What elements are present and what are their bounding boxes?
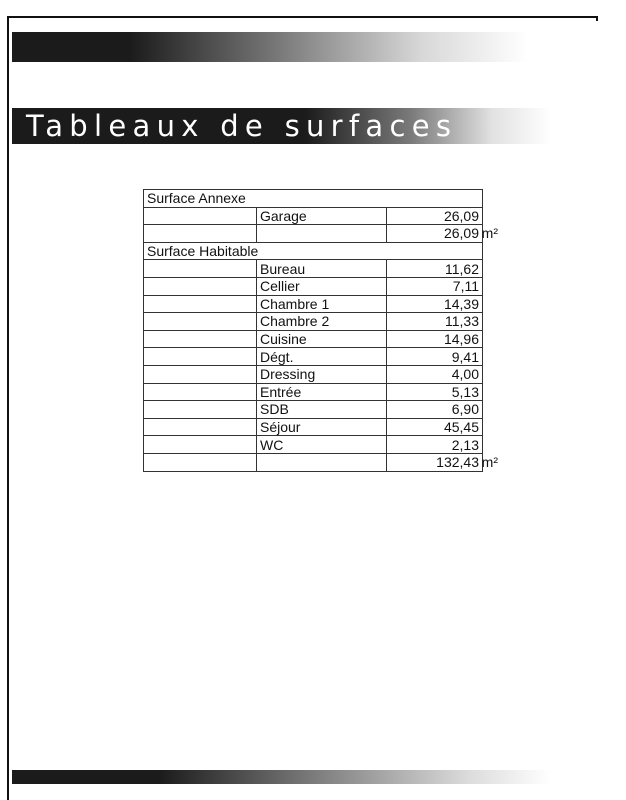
section-header-row (144, 190, 483, 208)
table-row (144, 401, 483, 419)
room-name: Bureau (257, 260, 387, 278)
table-row (144, 277, 483, 295)
room-area: 5,13 (387, 383, 483, 401)
table-row (144, 260, 483, 278)
table-row (144, 295, 483, 313)
unit-label: m² (481, 225, 498, 242)
room-area: 14,96 (387, 330, 483, 348)
room-name: Entrée (257, 383, 387, 401)
table-row (144, 436, 483, 454)
room-name: Séjour (257, 418, 387, 436)
table-row (144, 313, 483, 331)
table-row (144, 365, 483, 383)
room-name: Cuisine (257, 330, 387, 348)
page-frame-left (7, 16, 9, 800)
page-frame-top (7, 16, 598, 18)
room-area: 45,45 (387, 418, 483, 436)
footer-gradient-band (12, 770, 598, 784)
room-name: Chambre 1 (257, 295, 387, 313)
room-name: Dressing (257, 365, 387, 383)
room-name: Cellier (257, 277, 387, 295)
table-row (144, 383, 483, 401)
surfaces-table (143, 189, 498, 472)
header-gradient-band (12, 32, 598, 62)
section-title: Surface Habitable (144, 242, 483, 260)
page-title: Tableaux de surfaces (26, 109, 458, 143)
section-header-row (144, 242, 483, 260)
table-row (144, 348, 483, 366)
total-value: 26,09 (443, 225, 479, 242)
room-area: 7,11 (387, 277, 483, 295)
room-area: 4,00 (387, 365, 483, 383)
room-name: SDB (257, 401, 387, 419)
section-title: Surface Annexe (144, 190, 483, 208)
room-name: WC (257, 436, 387, 454)
total-value: 132,43 (436, 454, 479, 471)
room-name: Dégt. (257, 348, 387, 366)
section-total (387, 453, 498, 471)
room-area: 2,13 (387, 436, 483, 454)
room-area: 11,33 (387, 313, 483, 331)
section-total (387, 225, 498, 243)
page-frame-right (596, 16, 598, 21)
room-name: Garage (257, 207, 387, 225)
room-area: 6,90 (387, 401, 483, 419)
table-row (144, 418, 483, 436)
total-row (144, 225, 483, 243)
table-row (144, 330, 483, 348)
room-area: 11,62 (387, 260, 483, 278)
room-area: 26,09 (387, 207, 483, 225)
room-area: 14,39 (387, 295, 483, 313)
total-row (144, 453, 483, 471)
unit-label: m² (481, 453, 498, 470)
room-area: 9,41 (387, 348, 483, 366)
room-name: Chambre 2 (257, 313, 387, 331)
table-row (144, 207, 483, 225)
